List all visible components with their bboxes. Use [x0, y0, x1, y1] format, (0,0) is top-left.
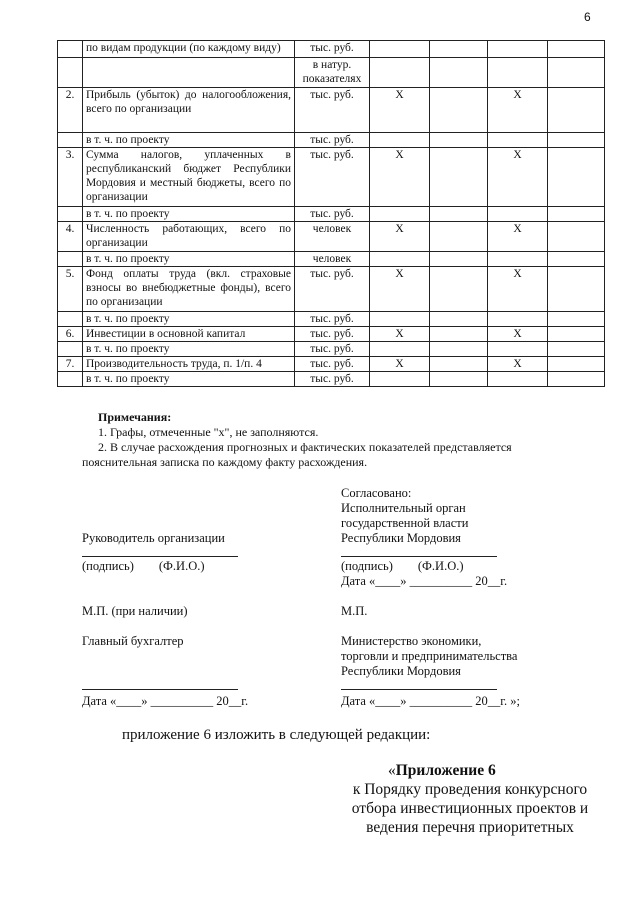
row-number-cell: 5. — [58, 267, 83, 312]
accountant-signature-line — [82, 689, 238, 690]
row-number-cell: 4. — [58, 222, 83, 252]
table-row — [58, 148, 605, 207]
table-row — [58, 267, 605, 312]
indicator-cell: в т. ч. по проекту — [83, 252, 295, 267]
agency-signature-line — [341, 556, 497, 557]
value-cell: Х — [370, 357, 430, 372]
row-number-cell: 3. — [58, 148, 83, 207]
value-cell — [430, 88, 488, 133]
value-cell — [430, 148, 488, 207]
indicator-cell: в т. ч. по проекту — [83, 372, 295, 387]
value-cell — [430, 327, 488, 342]
table-row — [58, 133, 605, 148]
value-cell — [370, 312, 430, 327]
value-cell — [430, 372, 488, 387]
table-row — [58, 41, 605, 58]
unit-cell: тыс. руб. — [295, 267, 370, 312]
value-cell — [488, 342, 548, 357]
row-number-cell — [58, 58, 83, 88]
value-cell — [370, 41, 430, 58]
ministry-line-1: Министерство экономики, — [341, 634, 482, 648]
table-row — [58, 58, 605, 88]
appendix-title: «Приложение 6 — [388, 762, 496, 779]
value-cell — [430, 267, 488, 312]
table-row — [58, 222, 605, 252]
value-cell — [430, 342, 488, 357]
value-cell — [548, 267, 605, 312]
ministry-line-2: торговли и предпринимательства — [341, 649, 518, 663]
unit-cell: человек — [295, 222, 370, 252]
row-number-cell — [58, 41, 83, 58]
value-cell: Х — [488, 88, 548, 133]
value-cell — [548, 342, 605, 357]
row-number-cell — [58, 372, 83, 387]
value-cell — [430, 41, 488, 58]
unit-cell: в натур. показателях — [295, 58, 370, 88]
value-cell: Х — [488, 222, 548, 252]
value-cell: Х — [488, 357, 548, 372]
value-cell — [488, 41, 548, 58]
unit-cell: тыс. руб. — [295, 207, 370, 222]
table-row — [58, 372, 605, 387]
value-cell — [430, 58, 488, 88]
agency-date: Дата «____» __________ 20__г. — [341, 574, 508, 588]
value-cell — [548, 41, 605, 58]
value-cell: Х — [370, 222, 430, 252]
indicator-cell: в т. ч. по проекту — [83, 342, 295, 357]
value-cell — [370, 133, 430, 148]
value-cell: Х — [488, 327, 548, 342]
director-seal-label: М.П. (при наличии) — [82, 604, 188, 618]
value-cell — [370, 252, 430, 267]
row-number-cell: 6. — [58, 327, 83, 342]
unit-cell: тыс. руб. — [295, 312, 370, 327]
unit-cell: тыс. руб. — [295, 133, 370, 148]
table-row — [58, 357, 605, 372]
value-cell — [370, 372, 430, 387]
edit-instruction: приложение 6 изложить в следующей редакции: — [122, 727, 431, 743]
director-sign-caption: (подпись) (Ф.И.О.) — [82, 559, 205, 573]
row-number-cell — [58, 312, 83, 327]
agreed-label: Согласовано: — [341, 486, 412, 500]
accountant-date: Дата «____» __________ 20__г. — [82, 694, 249, 708]
value-cell — [370, 207, 430, 222]
value-cell — [488, 133, 548, 148]
value-cell — [548, 207, 605, 222]
unit-cell: тыс. руб. — [295, 342, 370, 357]
value-cell — [430, 222, 488, 252]
value-cell — [430, 357, 488, 372]
value-cell — [430, 133, 488, 148]
row-number-cell: 7. — [58, 357, 83, 372]
row-number-cell — [58, 342, 83, 357]
note-2-line-1: 2. В случае расхождения прогнозных и фактических показателей представляется — [98, 440, 512, 454]
indicator-cell: по видам продукции (по каждому виду) — [83, 41, 295, 58]
page-number: 6 — [584, 10, 591, 24]
indicator-cell: в т. ч. по проекту — [83, 133, 295, 148]
agency-line-2: государственной власти — [341, 516, 469, 530]
value-cell: Х — [370, 327, 430, 342]
value-cell — [548, 88, 605, 133]
value-cell — [548, 58, 605, 88]
table-row — [58, 327, 605, 342]
value-cell — [488, 312, 548, 327]
note-2-line-2: пояснительная записка по каждому факту расхождения. — [82, 455, 368, 469]
value-cell — [370, 58, 430, 88]
value-cell: Х — [488, 148, 548, 207]
value-cell: Х — [370, 267, 430, 312]
value-cell — [370, 342, 430, 357]
row-number-cell — [58, 252, 83, 267]
value-cell: Х — [488, 267, 548, 312]
unit-cell: тыс. руб. — [295, 372, 370, 387]
director-label: Руководитель организации — [82, 531, 225, 545]
unit-cell: тыс. руб. — [295, 148, 370, 207]
agency-line-1: Исполнительный орган — [341, 501, 466, 515]
indicator-cell: Производительность труда, п. 1/п. 4 — [83, 357, 295, 372]
agency-seal-label: М.П. — [341, 604, 368, 618]
indicators-table — [57, 40, 605, 387]
agency-sign-caption: (подпись) (Ф.И.О.) — [341, 559, 464, 573]
value-cell — [548, 133, 605, 148]
appendix-line-3: ведения перечня приоритетных — [366, 819, 574, 836]
value-cell — [548, 148, 605, 207]
value-cell: Х — [370, 148, 430, 207]
value-cell — [488, 372, 548, 387]
unit-cell: тыс. руб. — [295, 88, 370, 133]
value-cell — [430, 207, 488, 222]
appendix-line-1: к Порядку проведения конкурсного — [352, 781, 588, 798]
row-number-cell — [58, 207, 83, 222]
indicator-cell: Фонд оплаты труда (вкл. страховые взносы во внебюджетные фонды), всего по организации — [83, 267, 295, 312]
value-cell — [430, 312, 488, 327]
table-row — [58, 207, 605, 222]
unit-cell: тыс. руб. — [295, 41, 370, 58]
appendix-line-2: отбора инвестиционных проектов и — [351, 800, 589, 817]
value-cell: Х — [370, 88, 430, 133]
value-cell — [548, 372, 605, 387]
indicator-cell: в т. ч. по проекту — [83, 312, 295, 327]
unit-cell: тыс. руб. — [295, 327, 370, 342]
agency-line-3: Республики Мордовия — [341, 531, 461, 545]
value-cell — [488, 58, 548, 88]
value-cell — [548, 312, 605, 327]
table-row — [58, 88, 605, 133]
value-cell — [430, 252, 488, 267]
row-number-cell — [58, 133, 83, 148]
value-cell — [488, 207, 548, 222]
indicator-cell: Численность работающих, всего по организации — [83, 222, 295, 252]
note-1: 1. Графы, отмеченные "х", не заполняются. — [98, 425, 319, 439]
ministry-signature-line — [341, 689, 497, 690]
value-cell — [548, 252, 605, 267]
table-row — [58, 252, 605, 267]
indicator-cell: Прибыль (убыток) до налогообложения, всего по организации — [83, 88, 295, 133]
indicator-cell: в т. ч. по проекту — [83, 207, 295, 222]
notes-title: Примечания: — [98, 410, 172, 424]
unit-cell: тыс. руб. — [295, 357, 370, 372]
value-cell — [548, 357, 605, 372]
value-cell — [548, 222, 605, 252]
indicator-cell: Инвестиции в основной капитал — [83, 327, 295, 342]
table-row — [58, 342, 605, 357]
director-signature-line — [82, 556, 238, 557]
indicator-cell — [83, 58, 295, 88]
row-number-cell: 2. — [58, 88, 83, 133]
indicator-cell: Сумма налогов, уплаченных в республиканский бюджет Республики Мордовия и местный бюджеты, всего по организации — [83, 148, 295, 207]
value-cell — [548, 327, 605, 342]
table-row — [58, 312, 605, 327]
ministry-line-3: Республики Мордовия — [341, 664, 461, 678]
value-cell — [488, 252, 548, 267]
accountant-label: Главный бухгалтер — [82, 634, 184, 648]
ministry-date: Дата «____» __________ 20__г. »; — [341, 694, 520, 708]
unit-cell: человек — [295, 252, 370, 267]
